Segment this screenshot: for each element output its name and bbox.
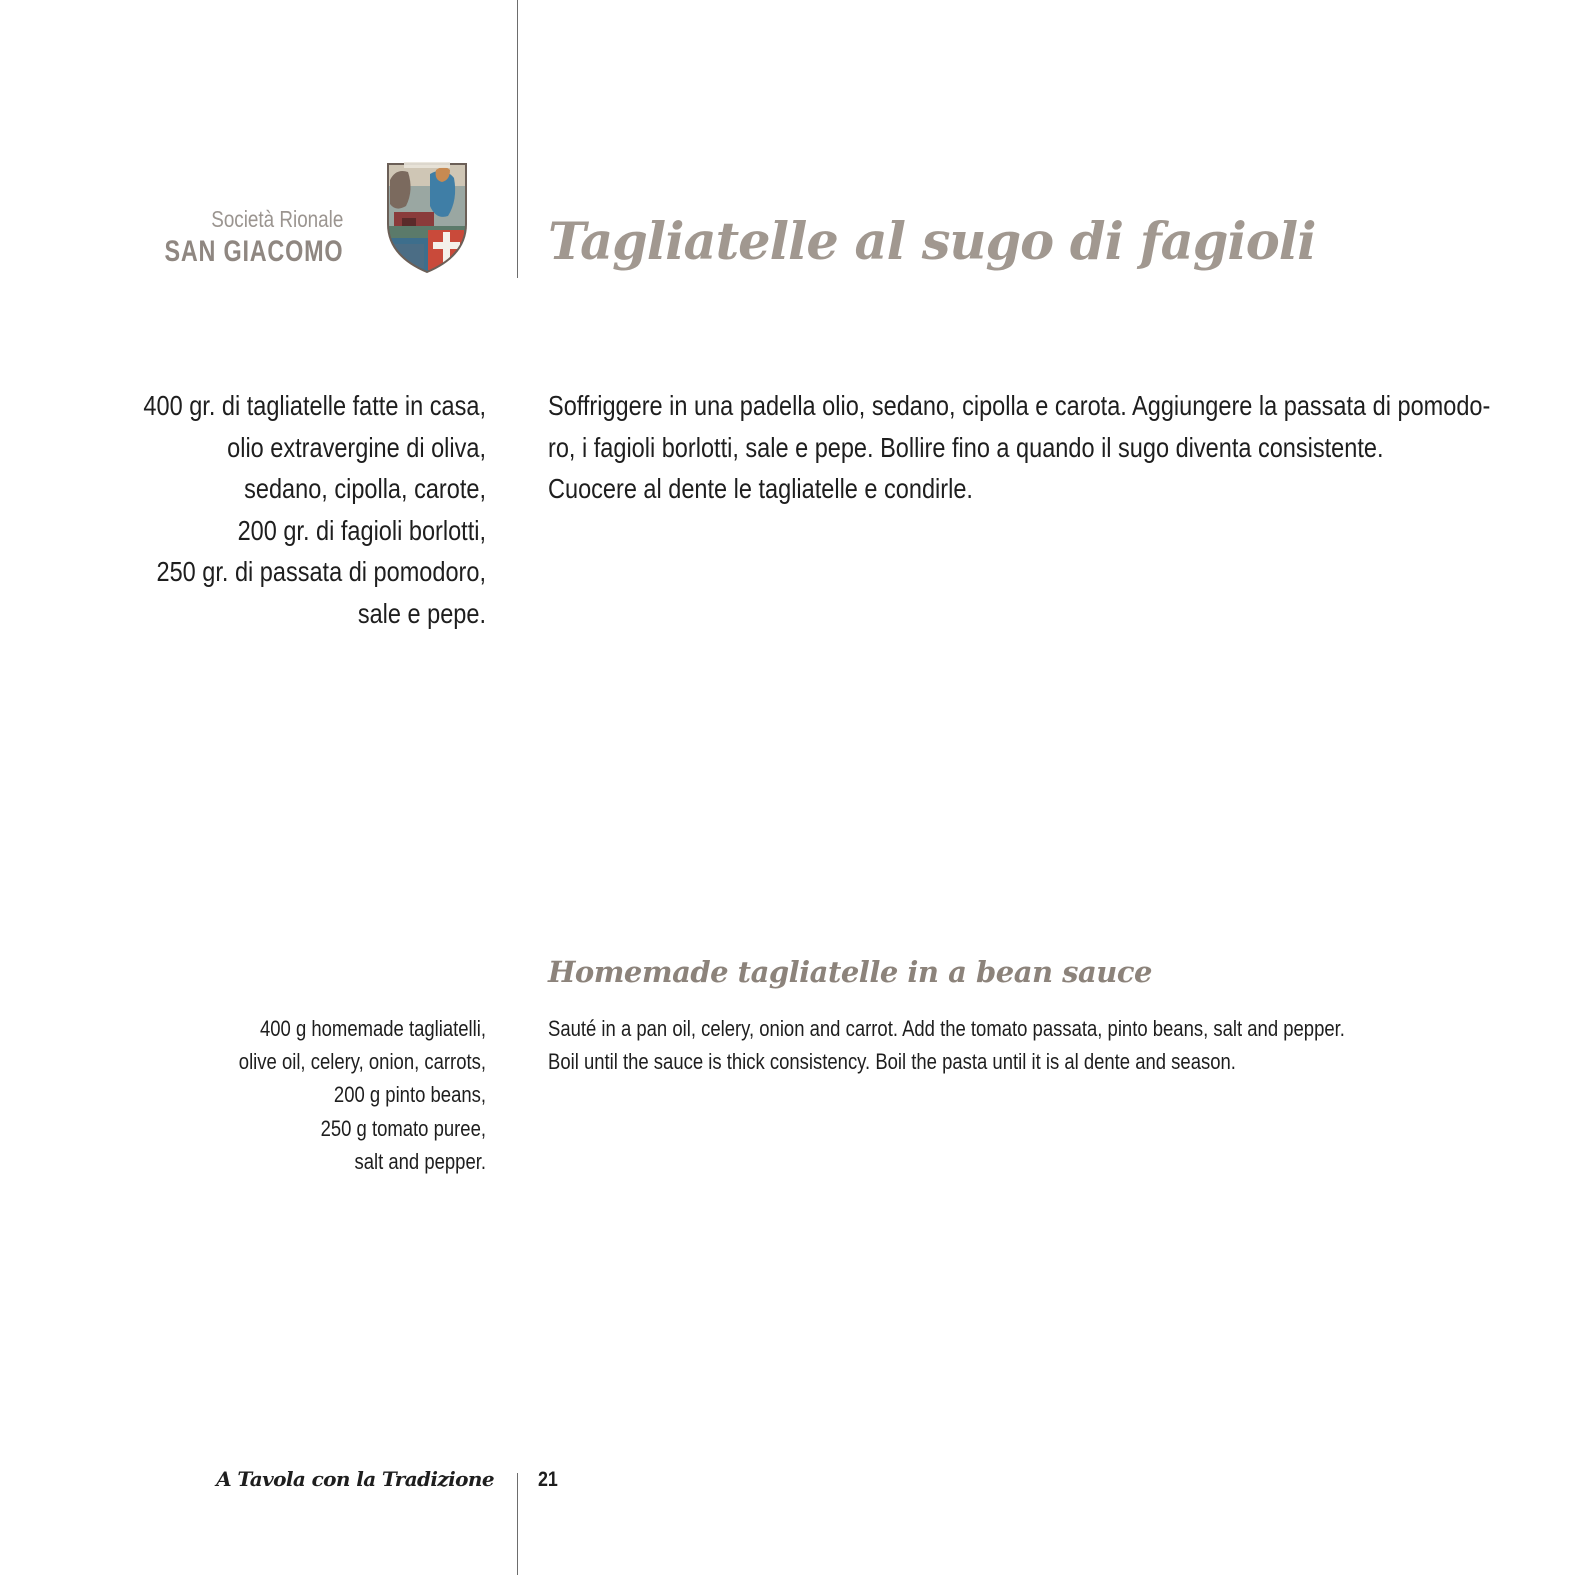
instructions-italian: [548, 385, 1508, 510]
ingredients-italian: [66, 385, 486, 634]
brand-line-1: Società Rionale: [210, 206, 343, 232]
text-line: Boil until the sauce is thick consistency. Boil the pasta until it is al dente and season.: [548, 1049, 1236, 1075]
list-item: 250 g tomato puree,: [320, 1115, 486, 1141]
society-brand: [114, 208, 343, 267]
list-item: 250 gr. di passata di pomodoro,: [156, 556, 486, 587]
list-item: 400 gr. di tagliatelle fatte in casa,: [143, 390, 486, 421]
brand-line-2: SAN GIACOMO: [164, 235, 343, 268]
list-item: salt and pepper.: [354, 1148, 486, 1174]
divider-line-top: [517, 0, 518, 278]
list-item: sedano, cipolla, carote,: [244, 473, 486, 504]
text-line: Sauté in a pan oil, celery, onion and carrot. Add the tomato passata, pinto beans, salt and pepper.: [548, 1016, 1345, 1041]
page-number: 21: [538, 1468, 558, 1491]
list-item: 200 gr. di fagioli borlotti,: [237, 514, 486, 546]
crest-icon: [384, 160, 470, 274]
divider-line-bottom: [517, 1473, 518, 1575]
list-item: 200 g pinto beans,: [333, 1082, 486, 1108]
footer-book-title: A Tavola con la Tradizione: [216, 1467, 494, 1491]
ingredients-english: [86, 1012, 486, 1178]
list-item: 400 g homemade tagliatelli,: [259, 1016, 486, 1041]
recipe-title: Tagliatelle al sugo di fagioli: [548, 212, 1316, 272]
text-line: ro, i fagioli borlotti, sale e pepe. Bollire fino a quando il sugo diventa consistente.: [548, 431, 1384, 463]
instructions-english: [548, 1012, 1508, 1078]
english-title: Homemade tagliatelle in a bean sauce: [548, 955, 1152, 989]
list-item: olive oil, celery, onion, carrots,: [238, 1049, 486, 1075]
list-item: sale e pepe.: [357, 597, 486, 629]
text-line: Soffriggere in una padella olio, sedano, cipolla e carota. Aggiungere la passata di pomodo-: [548, 390, 1491, 421]
text-line: Cuocere al dente le tagliatelle e condirle.: [548, 473, 973, 504]
list-item: olio extravergine di oliva,: [227, 431, 487, 463]
